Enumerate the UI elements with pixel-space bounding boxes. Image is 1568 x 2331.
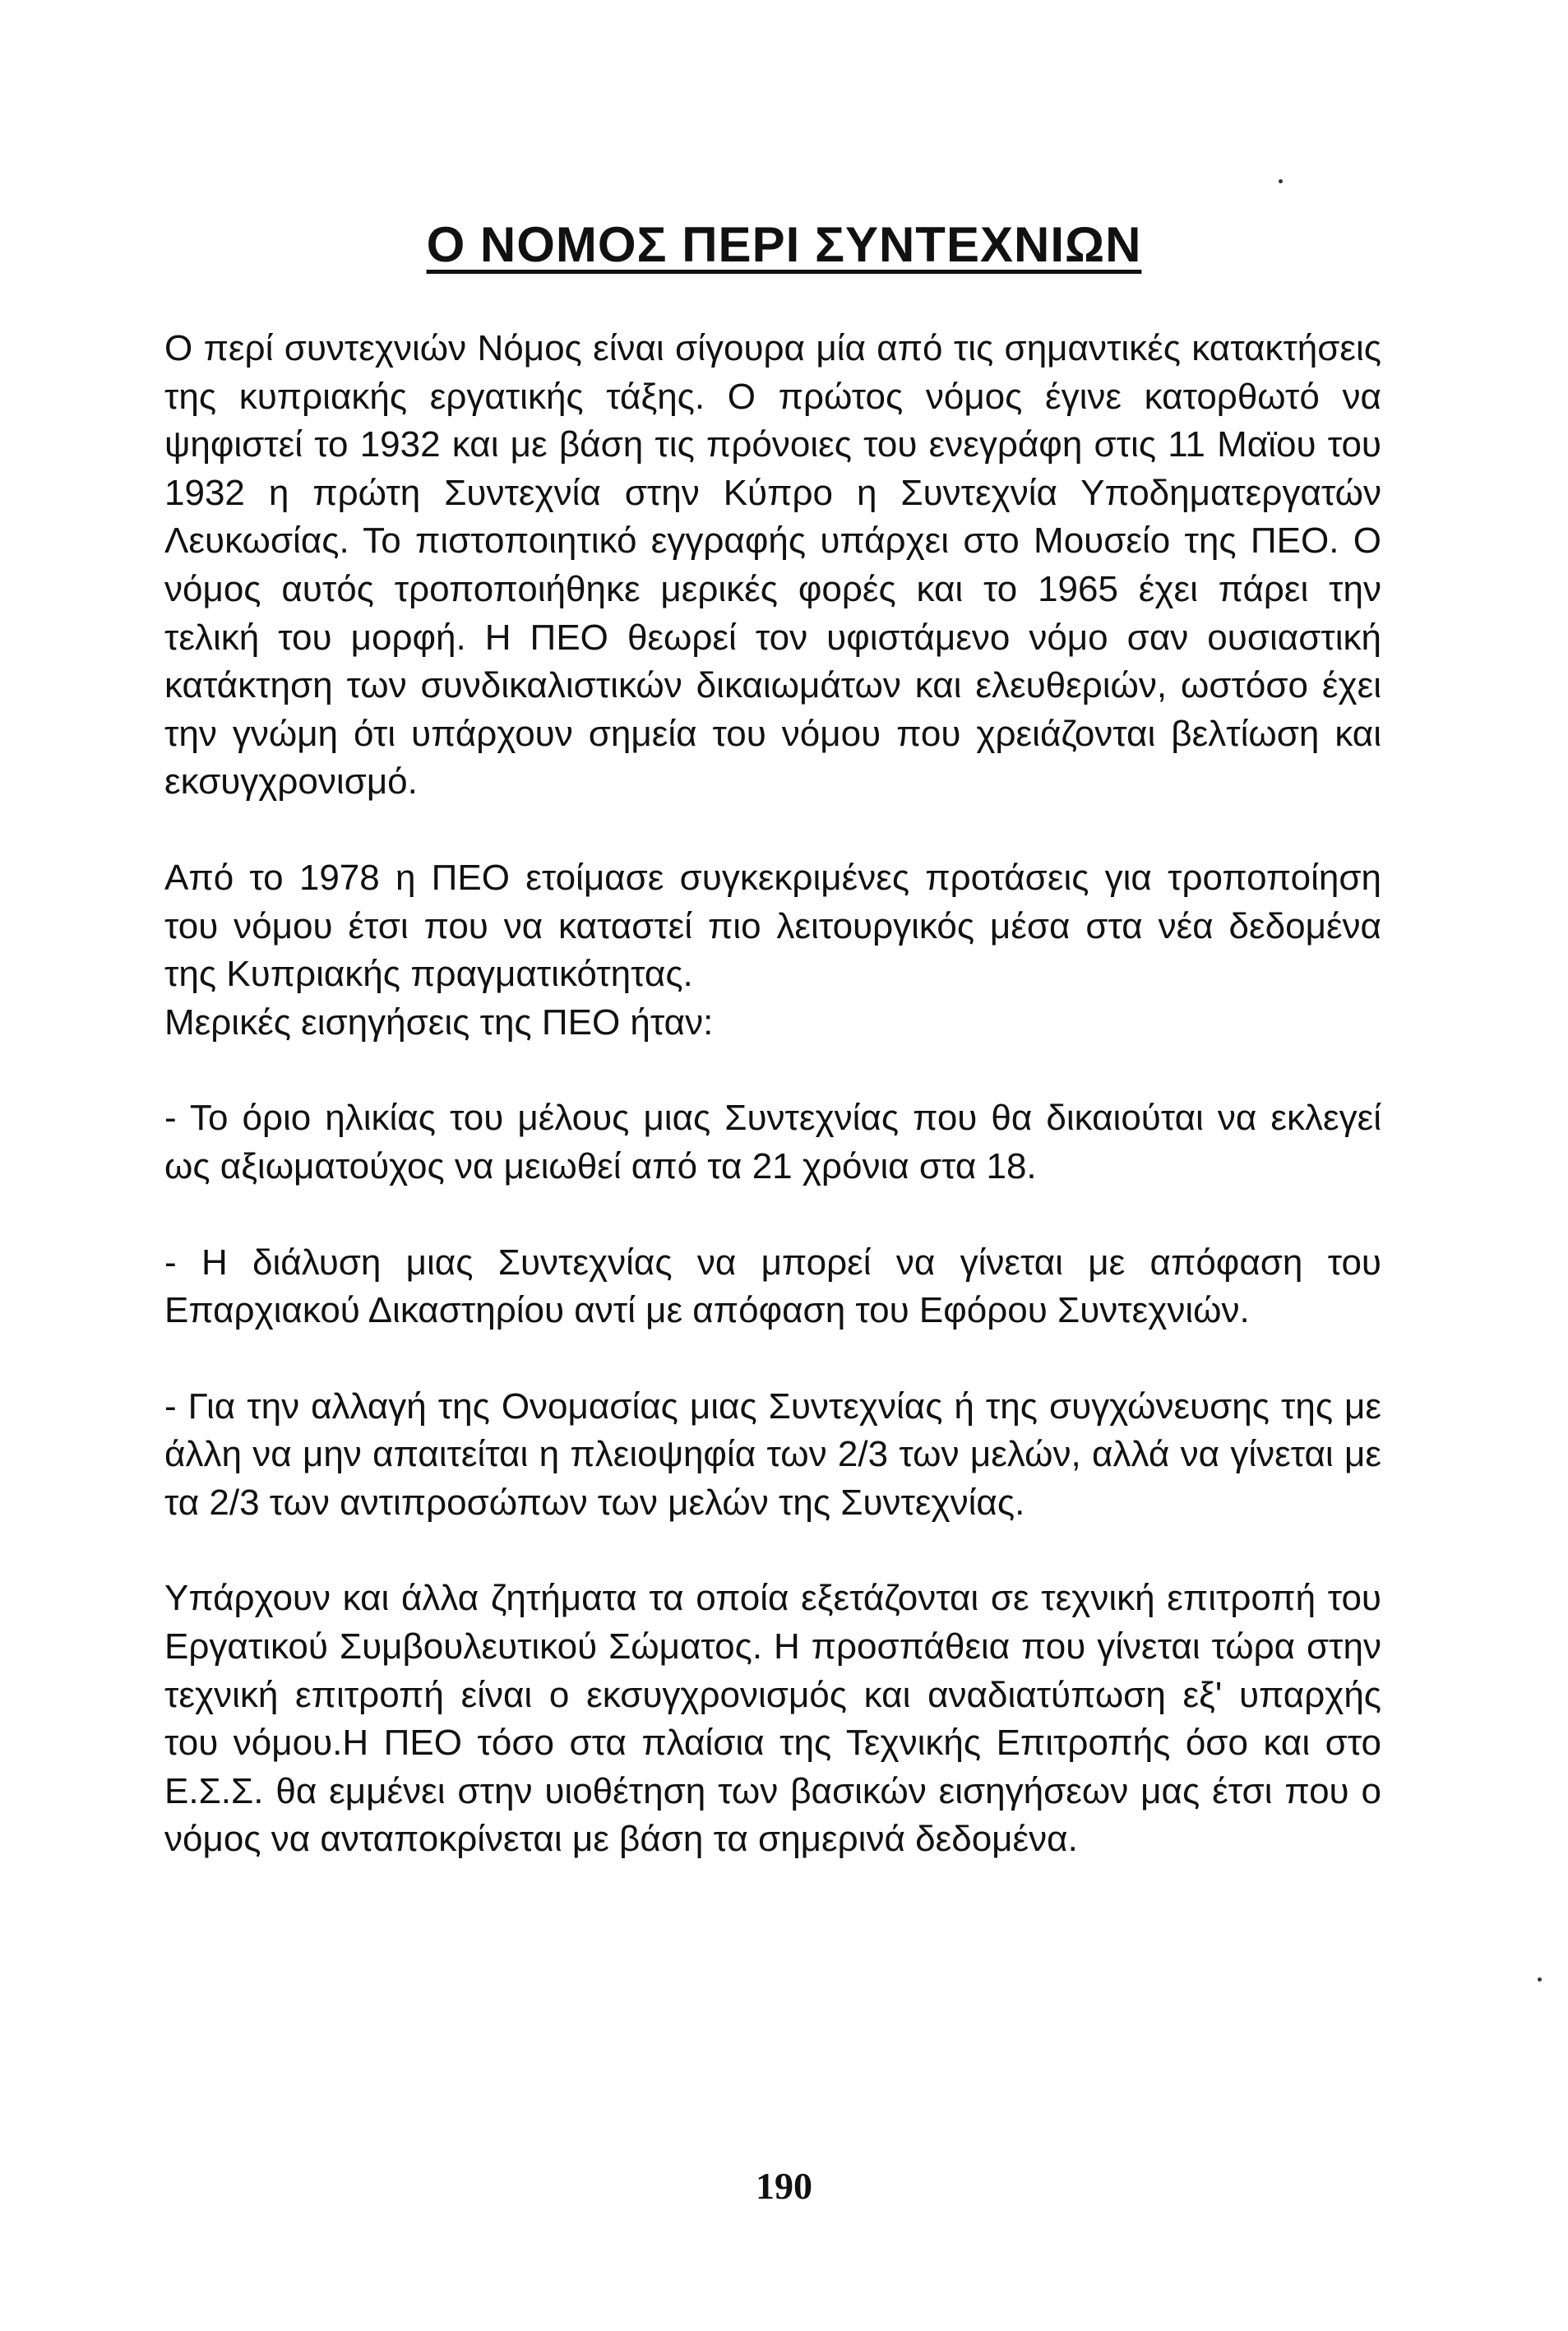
- list-item-dissolution: - Η διάλυση μιας Συντεχνίας να μπορεί να γίνεται με απόφαση του Επαρχιακού Δικαστηρίου αντί με απόφαση του Εφόρου Συντεχνιών.: [164, 1242, 1381, 1331]
- page-title: [0, 215, 1568, 275]
- list-item-age-limit: - Το όριο ηλικίας του μέλους μιας Συντεχνίας που θα δικαιούται να εκλεγεί ως αξιωματούχος να μειωθεί από τα 21 χρόνια στα 18.: [164, 1098, 1381, 1186]
- list-item-renaming: - Για την αλλαγή της Ονομασίας μιας Συντεχνίας ή της συγχώνευσης της με άλλη να μην απαιτείται η πλειοψηφία των 2/3 των μελών, αλλά να γίνεται με τα 2/3 των αντιπροσώπων των μελών της Συντεχνίας.: [164, 1385, 1381, 1523]
- page-number: 190: [756, 2165, 812, 2207]
- document-body: [164, 325, 1381, 1864]
- scan-speck: [1538, 1977, 1542, 1982]
- paragraph-proposals: Από το 1978 η ΠΕΟ ετοίμασε συγκεκριμένες προτάσεις για τροποποίηση του νόμου έτσι που να καταστεί πιο λειτουργικός μέσα στα νέα δεδομένα της Κυπριακής πραγματικότητας.: [164, 857, 1381, 995]
- page-title-text: Ο ΝΟΜΟΣ ΠΕΡΙ ΣΥΝΤΕΧΝΙΩΝ: [426, 217, 1142, 272]
- scan-speck: [1279, 179, 1283, 183]
- paragraph-intro: Ο περί συντεχνιών Νόμος είναι σίγουρα μία από τις σημαντικές κατακτήσεις της κυπριακής εργατικής τάξης. Ο πρώτος νόμος έγινε κατορθωτό να ψηφιστεί το 1932 και με βάση τις πρόνοιες του ενεγράφη στις 11 Μαϊου του 1932 η πρώτη Συντεχνία στην Κύπρο η Συντεχνία Υποδηματεργατών Λευκωσίας. Το πιστοποιητικό εγγραφής υπάρχει στο Μουσείο της ΠΕΟ. Ο νόμος αυτός τροποποιήθηκε μερικές φορές και το 1965 έχει πάρει την τελική του μορφή. Η ΠΕΟ θεωρεί τον υφιστάμενο νόμο σαν ουσιαστική κατάκτηση των συνδικαλιστικών δικαιωμάτων και ελευθεριών, ωστόσο έχει την γνώμη ότι υπάρχουν σημεία του νόμου που χρειάζονται βελτίωση και εκσυγχρονισμό.: [164, 328, 1381, 802]
- paragraph-conclusion: Υπάρχουν και άλλα ζητήματα τα οποία εξετάζονται σε τεχνική επιτροπή του Εργατικού Συμβουλευτικού Σώματος. Η προσπάθεια που γίνεται τώρα στην τεχνική επιτροπή είναι ο εκσυγχρονισμός και αναδιατύπωση εξ' υπαρχής του νόμου.Η ΠΕΟ τόσο στα πλαίσια της Τεχνικής Επιτροπής όσο και στο Ε.Σ.Σ. θα εμμένει στην υιοθέτηση των βασικών εισηγήσεων μας έτσι που ο νόμος να ανταποκρίνεται με βάση τα σημερινά δεδομένα.: [164, 1578, 1381, 1860]
- paragraph-suggestions-heading: Μερικές εισηγήσεις της ΠΕΟ ήταν:: [164, 1001, 714, 1043]
